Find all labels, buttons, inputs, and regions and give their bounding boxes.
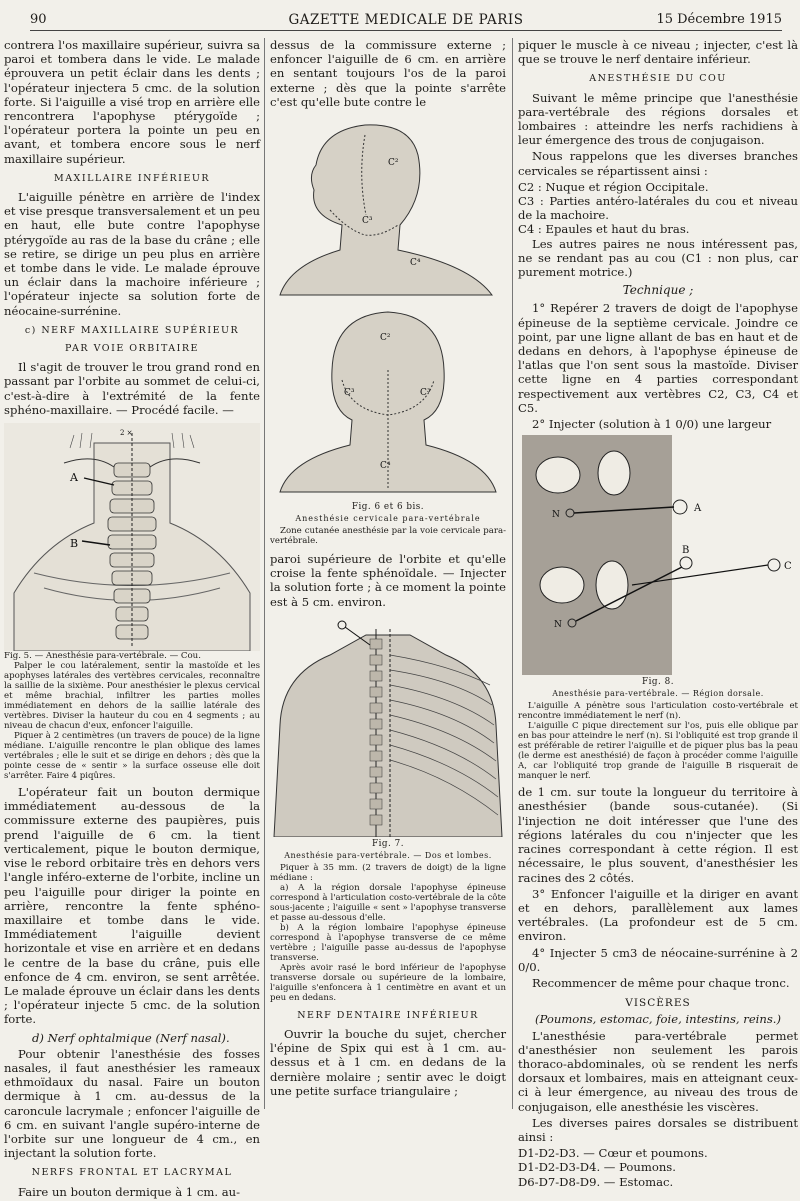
figure-6-caption — [270, 502, 506, 546]
label-c2: C² — [388, 158, 399, 169]
caption-paragraph: a) A la région dorsale l'apophyse épineuse correspond à l'articulation costo-vertébrale de la côte sous-jacente ; l'aiguille « sent » l'apophyse transverse et passe au-dessous d'elle. — [270, 882, 506, 923]
paragraph: Il s'agit de trouver le trou grand rond en passant par l'orbite au sommet de celui-ci, c'est-à-dire à l'extrémité de la fente sphéno-maxillaire. — Procédé facile. — — [4, 360, 260, 417]
column-divider — [512, 38, 513, 1109]
figure-title: Fig. 5. — Anesthésie para-vertébrale. — Cou. — [4, 651, 201, 662]
figure-8-caption — [518, 677, 798, 781]
back-spine-drawing — [270, 615, 506, 837]
paragraph: 4° Injecter 5 cm3 de néocaine-surrénine à 2 0/0. — [518, 945, 798, 974]
caption-paragraph: L'aiguille A pénètre sous l'articulation costo-vertébrale et rencontre immédiatement le nerf (n). — [518, 701, 798, 722]
caption-paragraph: L'aiguille C pique directement sur l'os, puis elle oblique par en bas pour atteindre le nerf (n). Si l'obliquité est trop grande il est préférable de retirer l'aiguille et de piquer plus bas la peau (le derme est anesthésié) de façon à procéder comme l'aiguille A, car l'obliquité trop grande de l'aiguille B risquerait de manquer le nerf. — [518, 721, 798, 782]
figure-6bis-head-back — [270, 300, 506, 500]
page-header — [30, 8, 782, 31]
label-b: B — [682, 545, 690, 557]
caption-paragraph: Palper le cou latéralement, sentir la mastoïde et les apophyses latérales des vertèbres cervicales, reconnaître la saillie de la sixième. Pour anesthésier le plexus cervical et même brachial, infiltrer les parties molles immédiatement en dehors de la saillie latérale des vertèbres. Diviser la hauteur du cou en 4 segments ; au niveau de chacun d'eux, enfoncer l'aiguille. — [4, 661, 260, 732]
list-item: C3 : Parties antéro-latérales du cou et niveau de la machoire. — [518, 194, 798, 223]
caption-paragraph: Piquer à 2 centimètres (un travers de pouce) de la ligne médiane. L'aiguille rencontre le plan oblique des lames vertébrales ; elle le suit et se dirige en dehors ; dès que la pointe cesse de « sentir » la surface osseuse elle doit s'arrêter. Faire 4 piqûres. — [4, 731, 260, 782]
list-item: C2 : Nuque et région Occipitale. — [518, 179, 709, 194]
figure-6-head-profile — [270, 115, 506, 300]
dorsal-pair-list — [518, 1146, 798, 1189]
figure-5-caption — [4, 651, 260, 781]
cervical-branch-list — [518, 180, 798, 237]
vertebra-cross-section — [522, 435, 798, 675]
label-a: A — [694, 503, 702, 515]
figure-number: Fig. 6 et 6 bis. — [351, 502, 425, 513]
paragraph: Pour obtenir l'anesthésie des fosses nasales, il faut anesthésier les rameaux ethmoïdaux du nasal. Faire un bouton dermique à 1 cm. au-dessus de la caroncule lacrymale ; enfoncer l'aiguille de 6 cm. en suivant l'angle supéro-interne de l'orbite sur une longueur de 4 cm., en injectant la solution forte. — [4, 1046, 260, 1161]
paragraph: contrera l'os maxillaire supérieur, suivra sa paroi et tombera dans le vide. Le malade éprouvera un petit éclair dans les dents ; l'opérateur injectera 5 cmc. de la solution forte. Si l'aiguille a visé trop en arrière elle rencontrera l'apophyse ptérygoïde ; l'opérateur portera la pointe un peu en avant, et tombera encore sous le nerf maxillaire supérieur. — [4, 38, 260, 166]
paragraph: Suivant le même principe que l'anesthésie para-vertébrale des régions dorsales et lombaires : atteindre les nerfs rachidiens à leur émergence des trous de conjugaison. — [518, 90, 798, 148]
section-heading: VISCÈRES — [625, 997, 691, 1010]
journal-title: GAZETTE MEDICALE DE PARIS — [288, 12, 524, 28]
paragraph: de 1 cm. sur toute la longueur du territoire à anesthésier (bande sous-cutanée). (Si l'injection ne doit intéresser que l'une des régions latérales du cou n'injecter que les racines correspondant à cette région. Il est nécessaire, le plus souvent, d'anesthésier les racines des 2 côtés. — [518, 785, 798, 885]
label-top: 2 × — [120, 429, 133, 438]
column-2 — [270, 38, 506, 1100]
label-c4: C⁴ — [410, 258, 421, 269]
paragraph: 3° Enfoncer l'aiguille et la diriger en avant et en dehors, parallèlement aux lames vertébrales. (La profondeur est de 5 cm. environ. — [518, 886, 798, 944]
section-subheading: PAR VOIE ORBITAIRE — [65, 343, 199, 355]
caption-paragraph: Piquer à 35 mm. (2 travers de doigt) de la ligne médiane : — [270, 862, 506, 883]
figure-title: Anesthésie para-vertébrale. — Dos et lombes. — [284, 850, 492, 860]
list-item: D6-D7-D8-D9. — Estomac. — [518, 1174, 674, 1189]
caption-paragraph: b) A la région lombaire l'apophyse épineuse correspond à l'apophyse transverse de ce même vertèbre ; l'aiguille passe au-dessus de l'apophyse transverse. — [270, 922, 506, 963]
head-side-drawing — [270, 115, 506, 300]
section-heading: ANESTHÉSIE DU COU — [589, 73, 727, 85]
figure-title: Anesthésie cervicale para-vertébrale — [295, 514, 481, 524]
section-heading: c) NERF MAXILLAIRE SUPÉRIEUR — [24, 324, 240, 336]
neck-spine-drawing — [4, 423, 260, 651]
section-subheading: (Poumons, estomac, foie, intestins, reins.) — [534, 1012, 782, 1027]
paragraph: dessus de la commissure externe ; enfoncer l'aiguille de 6 cm. en arrière en sentant toujours l'os de la paroi externe ; dès que la pointe s'arrête c'est qu'elle bute contre le — [270, 38, 506, 109]
label-c2: C² — [380, 333, 391, 344]
paragraph: Les diverses paires dorsales se distribuent ainsi : — [518, 1115, 798, 1144]
label-b: B — [70, 537, 79, 551]
column-3 — [518, 38, 798, 1189]
label-c3: C³ — [420, 388, 431, 399]
paragraph: Les autres paires ne nous intéressent pas, ne se rendant pas au cou (C1 : non plus, car purement motrice.) — [518, 236, 798, 280]
paragraph: 1° Repérer 2 travers de doigt de l'apophyse épineuse de la septième cervicale. Joindre ce point, par une ligne allant de bas en haut et de dedans en dehors, à l'apophyse épineuse de l'atlas que l'on sent sous la mastoïde. Diviser cette ligne en 4 parties correspondant respectivement aux vertèbres C2, C3, C4 et C5. — [518, 301, 798, 415]
list-item: D1-D2-D3. — Cœur et poumons. — [518, 1146, 708, 1161]
label-c3: C³ — [344, 388, 355, 399]
figure-number: Fig. 8. — [641, 677, 675, 688]
figure-number: Fig. 7. — [371, 838, 405, 849]
figure-7-caption — [270, 839, 506, 1003]
paragraph: L'anesthésie para-vertébrale permet d'anesthésier non seulement les parois thoraco-abdominales, où se rendent les nerfs dorsaux et lombaires, mais en atteignant ceux-ci à leur émergence, au niveau des trous de conjugaison, elle anesthésie les viscères. — [518, 1028, 798, 1114]
paragraph: piquer le muscle à ce niveau ; injecter, c'est là que se trouve le nerf dentaire inférieur. — [518, 38, 798, 67]
figure-title: Anesthésie para-vertébrale. — Région dorsale. — [552, 689, 764, 699]
section-heading: d) Nerf ophtalmique (Nerf nasal). — [32, 1030, 230, 1045]
caption-paragraph: Zone cutanée anesthésie par la voie cervicale para-vertébrale. — [270, 526, 506, 547]
paragraph: paroi supérieure de l'orbite et qu'elle croise la fente sphénoïdale. — Injecter la solution forte ; à ce moment la pointe est à 5 cm. environ. — [270, 552, 506, 609]
label-c: C — [784, 561, 792, 573]
paragraph: Nous rappelons que les diverses branches cervicales se répartissent ainsi : — [518, 149, 798, 178]
paragraph: 2° Injecter (solution à 1 0/0) une largeur — [532, 417, 772, 432]
list-item: C4 : Epaules et haut du bras. — [518, 222, 690, 237]
label-c4: C⁴ — [380, 461, 391, 472]
figure-8-vertebra-section — [522, 435, 798, 675]
section-heading: MAXILLAIRE INFÉRIEUR — [53, 172, 211, 184]
label-n: N — [554, 620, 562, 631]
caption-paragraph: Après avoir rasé le bord inférieur de l'apophyse transverse dorsale ou supérieure de la lombaire, l'aiguille s'enfoncera à 1 centimètre en avant et un peu en dedans. — [270, 962, 506, 1003]
section-heading: NERF DENTAIRE INFÉRIEUR — [297, 1009, 479, 1021]
paragraph: Faire un bouton dermique à 1 cm. au- — [18, 1184, 241, 1199]
figure-5-neck-illustration — [4, 423, 260, 651]
column-1 — [4, 38, 260, 1201]
issue-date: 15 Décembre 1915 — [656, 12, 782, 27]
head-back-drawing — [270, 300, 506, 500]
list-item: D1-D2-D3-D4. — Poumons. — [518, 1160, 676, 1175]
paragraph: Recommencer de même pour chaque tronc. — [532, 975, 790, 990]
figure-7-back-illustration — [270, 615, 506, 837]
label-c3: C³ — [362, 216, 373, 227]
section-heading: NERFS FRONTAL ET LACRYMAL — [31, 1167, 233, 1179]
paragraph: L'aiguille pénètre en arrière de l'index et vise presque transversalement et un peu en haut, elle bute contre l'apophyse ptérygoïde au ras de la base du crâne ; elle se retire, se dirige un peu plus en arrière et tombe dans le vide. Le malade éprouve un éclair dans la machoire inférieure ; l'opérateur injecte sa solution forte de néocaine-surrénine. — [4, 190, 260, 318]
paragraph: L'opérateur fait un bouton dermique immédiatement au-dessous de la commissure externe des paupières, puis prend l'aiguille de 6 cm. la tient verticalement, pique le bouton dermique, vise le rebord orbitaire très en dehors vers l'angle inféro-externe de l'orbite, incline un peu l'aiguille pour diriger la pointe en arrière, rencontre la fente sphéno-maxillaire et tombe dans le vide. Immédiatement l'aiguille devient horizontale et vise en arrière et en dedans le centre de la base du crâne, puis elle enfonce de 4 cm. environ, se sent arrêtée. Le malade éprouve un éclair dans les dents ; l'opérateur injecte 5 cmc. de la solution forte. — [4, 785, 260, 1027]
section-heading: Technique ; — [622, 283, 694, 298]
paragraph: Ouvrir la bouche du sujet, chercher l'épine de Spix qui est à 1 cm. au-dessus et à 1 cm. en dedans de la dernière molaire ; sentir avec le doigt une petite surface triangulaire ; — [270, 1027, 506, 1098]
page-number: 90 — [30, 12, 47, 27]
label-a: A — [70, 471, 78, 485]
column-divider — [264, 38, 265, 1109]
label-n: N — [552, 510, 560, 521]
